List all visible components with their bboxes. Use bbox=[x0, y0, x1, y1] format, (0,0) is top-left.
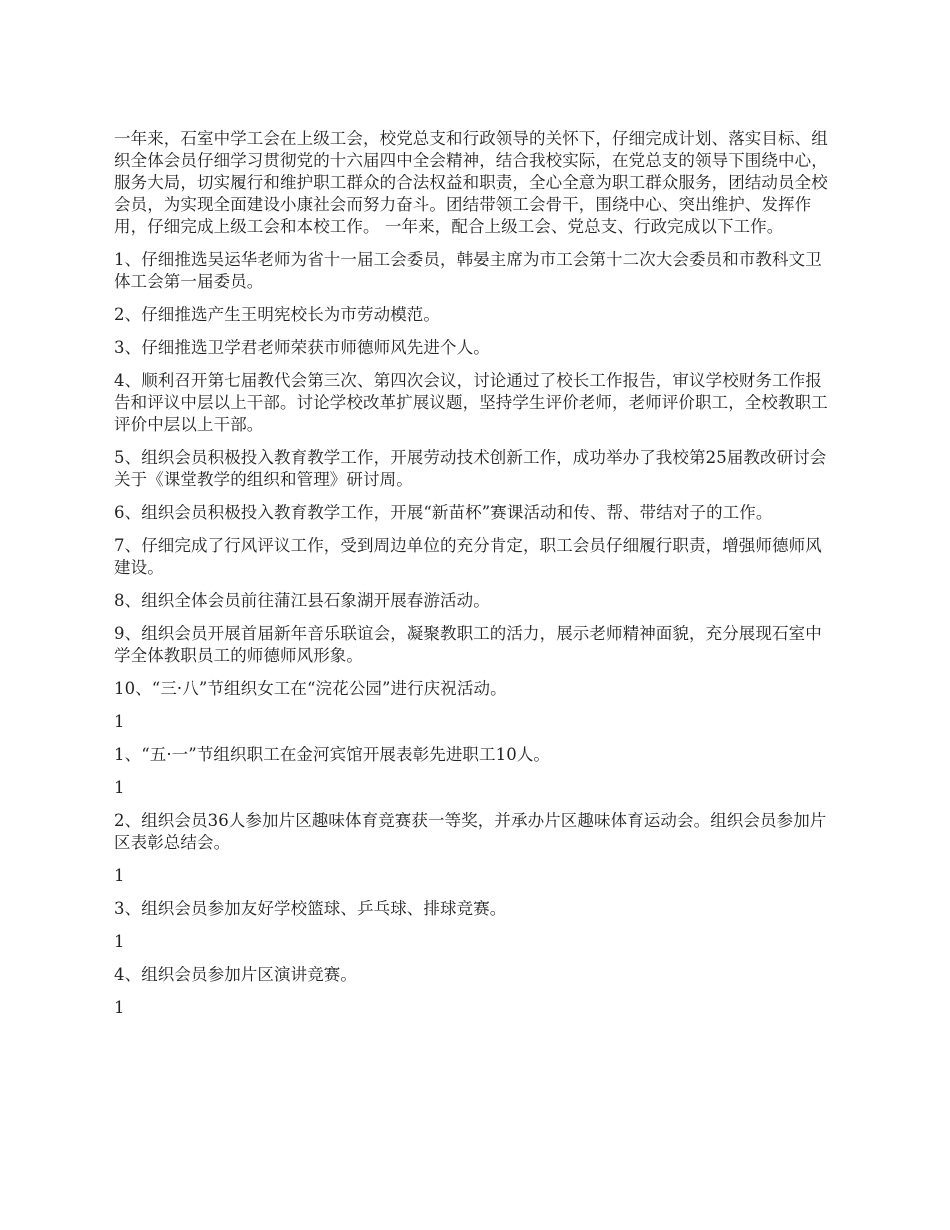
item-paragraph: 6、组织会员积极投入教育教学工作，开展“新苗杯”赛课活动和传、帮、带结对子的工作。 bbox=[114, 503, 773, 522]
item-paragraph: 8、组织全体会员前往蒲江县石象湖开展春游活动。 bbox=[114, 591, 490, 610]
item-paragraph: 2、仔细推选产生王明宪校长为市劳动模范。 bbox=[114, 305, 440, 324]
item-paragraph: 9、组织会员开展首届新年音乐联谊会，凝聚教职工的活力，展示老师精神面貌，充分展现石室中学全体教职员工的师德师风形象。 bbox=[114, 624, 822, 665]
item-paragraph: 1、“五·一”节组织职工在金河宾馆开展表彰先进职工10人。 bbox=[114, 745, 551, 764]
item-paragraph: 4、顺利召开第七届教代会第三次、第四次会议，讨论通过了校长工作报告，审议学校财务工作报告和评议中层以上干部。讨论学校改革扩展议题，坚持学生评价老师，老师评价职工，全校教职工评价中层以上干部。 bbox=[114, 371, 828, 434]
marker-paragraph: 1 bbox=[114, 998, 125, 1017]
item-paragraph: 10、“三·八”节组织女工在“浣花公园”进行庆祝活动。 bbox=[114, 679, 507, 698]
item-paragraph: 5、组织会员积极投入教育教学工作，开展劳动技术创新工作，成功举办了我校第25届教改研讨会关于《课堂教学的组织和管理》研讨周。 bbox=[114, 448, 827, 489]
item-paragraph: 3、仔细推选卫学君老师荣获市师德师风先进个人。 bbox=[114, 338, 490, 357]
marker-paragraph: 1 bbox=[114, 778, 125, 797]
item-paragraph: 1、仔细推选吴运华老师为省十一届工会委员，韩晏主席为市工会第十二次大会委员和市教科文卫体工会第一届委员。 bbox=[114, 250, 822, 291]
marker-paragraph: 1 bbox=[114, 932, 125, 951]
item-paragraph: 3、组织会员参加友好学校篮球、乒乓球、排球竞赛。 bbox=[114, 899, 507, 918]
item-paragraph: 7、仔细完成了行风评议工作，受到周边单位的充分肯定，职工会员仔细履行职责，增强师德师风建设。 bbox=[114, 536, 822, 577]
document-body bbox=[114, 128, 834, 1030]
item-paragraph: 2、组织会员36人参加片区趣味体育竞赛获一等奖，并承办片区趣味体育运动会。组织会员参加片区表彰总结会。 bbox=[114, 811, 827, 852]
marker-paragraph: 1 bbox=[114, 866, 125, 885]
marker-paragraph: 1 bbox=[114, 712, 125, 731]
intro-paragraph: 一年来，石室中学工会在上级工会，校党总支和行政领导的关怀下，仔细完成计划、落实目标、组织全体会员仔细学习贯彻党的十六届四中全会精神，结合我校实际，在党总支的领导下围绕中心，服务大局，切实履行和维护职工群众的合法权益和职责，全心全意为职工群众服务，团结动员全校会员，为实现全面建设小康社会而努力奋斗。团结带领工会骨干，围绕中心、突出维护、发挥作用，仔细完成上级工会和本校工作。 一年来，配合上级工会、党总支、行政完成以下工作。 bbox=[114, 129, 828, 236]
item-paragraph: 4、组织会员参加片区演讲竞赛。 bbox=[114, 965, 357, 984]
